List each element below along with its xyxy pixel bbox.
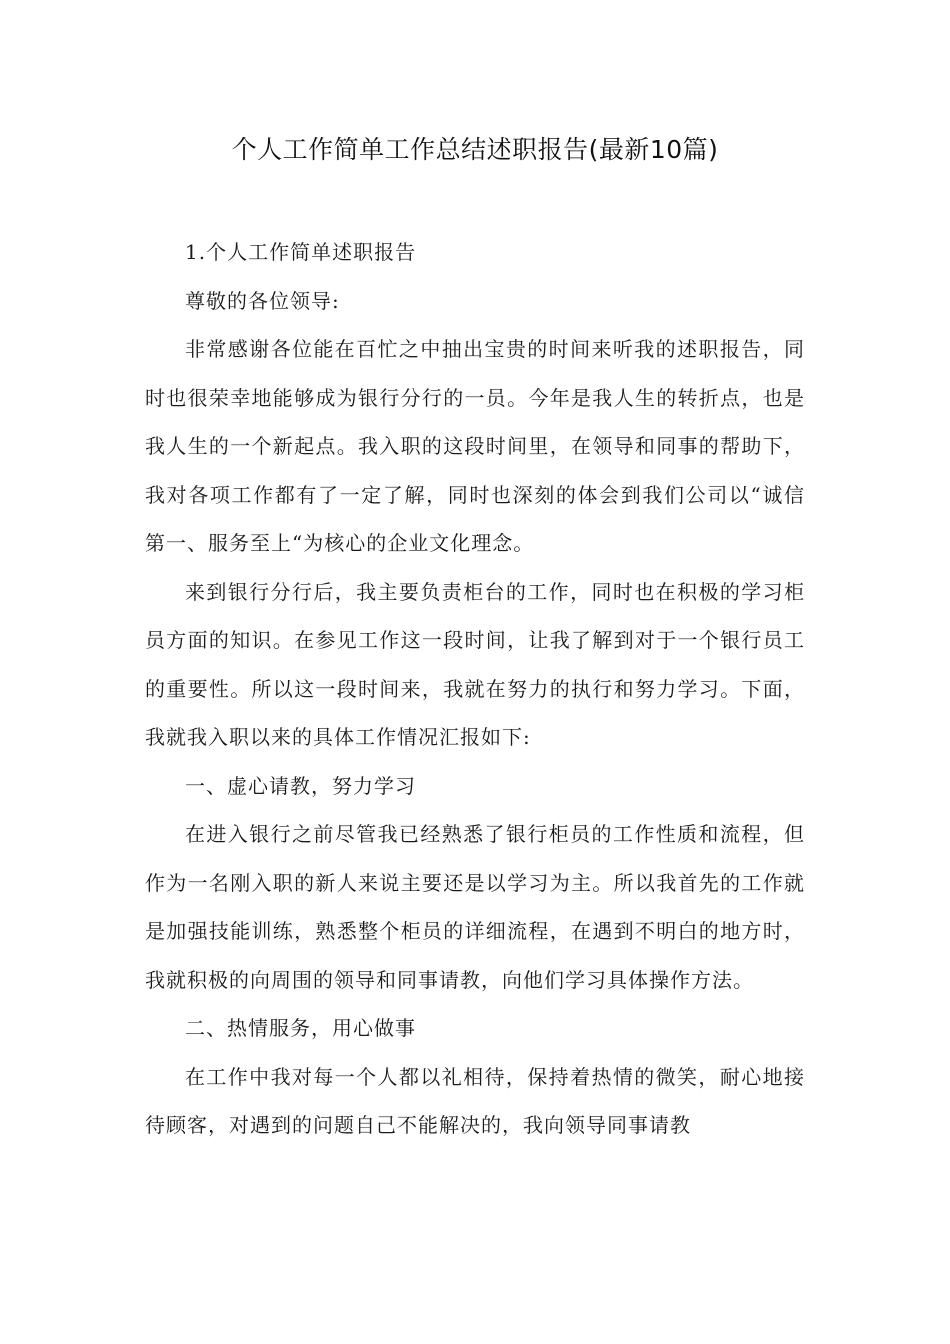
subsection-heading-1: 一、虚心请教，努力学习 (185, 773, 416, 798)
body-paragraph: 来到银行分行后，我主要负责柜台的工作，同时也在积极的学习柜员方面的知识。在参见工作这一段时间，让我了解到对于一个银行员工的重要性。所以这一段时间来，我就在努力的执行和努力学习。下面，我就我入职以来的具体工作情况汇报如下: (145, 579, 805, 749)
body-paragraph: 在工作中我对每一个人都以礼相待，保持着热情的微笑，耐心地接待顾客，对遇到的问题自己不能解决的，我向领导同事请教 (145, 1064, 805, 1137)
salutation: 尊敬的各位领导: (185, 288, 340, 313)
subsection-heading-2: 二、热情服务，用心做事 (185, 1016, 416, 1040)
section-heading-1: 1.个人工作简单述职报告 (185, 240, 417, 264)
body-paragraph: 在进入银行之前尽管我已经熟悉了银行柜员的工作性质和流程，但作为一名刚入职的新人来说主要还是以学习为主。所以我首先的工作就是加强技能训练，熟悉整个柜员的详细流程，在遇到不明白的地方时，我就积极的向周围的领导和同事请教，向他们学习具体操作方法。 (145, 822, 805, 992)
document-title: 个人工作简单工作总结述职报告(最新10篇) (231, 135, 719, 164)
body-paragraph: 非常感谢各位能在百忙之中抽出宝贵的时间来听我的述职报告，同时也很荣幸地能够成为银行分行的一员。今年是我人生的转折点，也是我人生的一个新起点。我入职的这段时间里，在领导和同事的帮助下，我对各项工作都有了一定了解，同时也深刻的体会到我们公司以“诚信第一、服务至上“为核心的企业文化理念。 (145, 337, 805, 555)
document-body (145, 228, 805, 1150)
